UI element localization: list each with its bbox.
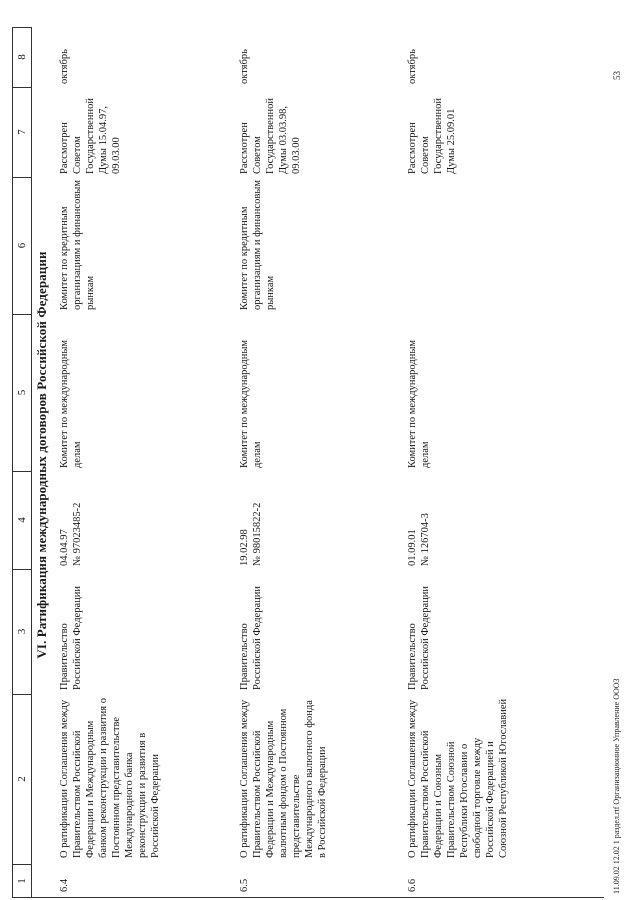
table-left-rule	[12, 897, 604, 898]
row-co-committee: Комитет по кредитным организациям и финансовым рынкам	[59, 180, 96, 310]
page-number: 53	[612, 71, 622, 80]
section-title: VI. Ратификация международных договоров Российской Федерации	[34, 251, 49, 659]
row-reg-number: № 98015822-2	[252, 502, 263, 566]
row-committee: Комитет по международным делам	[407, 339, 431, 468]
row-status: Рассмотрен Советом Государственной Думы 03.03.98, 09.03.00	[239, 98, 302, 174]
row-date: 01.09.01	[407, 529, 418, 566]
col-num-7: 7	[13, 87, 31, 178]
row-date: 04.04.97	[59, 529, 70, 566]
col-num-5: 5	[13, 314, 31, 472]
row-reg-number: № 126704-3	[420, 513, 431, 566]
footer-file-info: 11.09.02 12.02 1 раздел.rtf Организационное Управление ООО3	[612, 678, 621, 894]
row-initiator: Правительство Российской Федерации	[239, 586, 263, 690]
row-reg-number: № 97023485-2	[72, 502, 83, 566]
col-num-6: 6	[13, 177, 31, 315]
row-status: Рассмотрен Советом Государственной Думы 15.04.97, 09.03.00	[59, 98, 122, 174]
row-month: октябрь	[407, 49, 418, 84]
row-title: О ратификации Соглашения между Правительством Российской Федерации и Международным банком реконструкции и развития о Постоянном представительстве Международного банка реконструкции и развития в Российской Федерации	[59, 698, 161, 858]
row-committee: Комитет по международным делам	[239, 339, 263, 468]
row-number: 6.6	[407, 878, 418, 892]
column-number-header	[12, 27, 32, 898]
row-co-committee: Комитет по кредитным организациям и финансовым рынкам	[239, 180, 276, 310]
col-num-2: 2	[13, 694, 31, 865]
row-number: 6.4	[59, 878, 70, 892]
col-num-1: 1	[16, 878, 28, 884]
col-num-3: 3	[13, 569, 31, 695]
table-row	[238, 29, 388, 898]
table-row	[58, 29, 228, 898]
row-month: октябрь	[59, 49, 70, 84]
row-initiator: Правительство Российской Федерации	[407, 586, 431, 690]
row-status: Рассмотрен Советом Государственной Думы 25.09.01	[407, 98, 457, 174]
row-date: 19.02.98	[239, 529, 250, 566]
table-row	[406, 29, 606, 898]
col-num-4: 4	[13, 471, 31, 570]
row-month: октябрь	[239, 49, 250, 84]
row-number: 6.5	[239, 878, 250, 892]
row-committee: Комитет по международным делам	[59, 339, 83, 468]
col-num-8: 8	[13, 27, 31, 88]
row-initiator: Правительство Российской Федерации	[59, 586, 83, 690]
row-title: О ратификации Соглашения между Правительством Российской Федерации и Союзным Правительством Союзной Республики Югославии о свободной торговле между Российской Федерацией и Союзной Республикой Югославией	[407, 698, 509, 858]
row-title: О ратификации Соглашения между Правительством Российской Федерации и Международным валютным фондом о Постоянном представительстве Международного валютного фонда в Российской Федерации	[239, 699, 328, 858]
